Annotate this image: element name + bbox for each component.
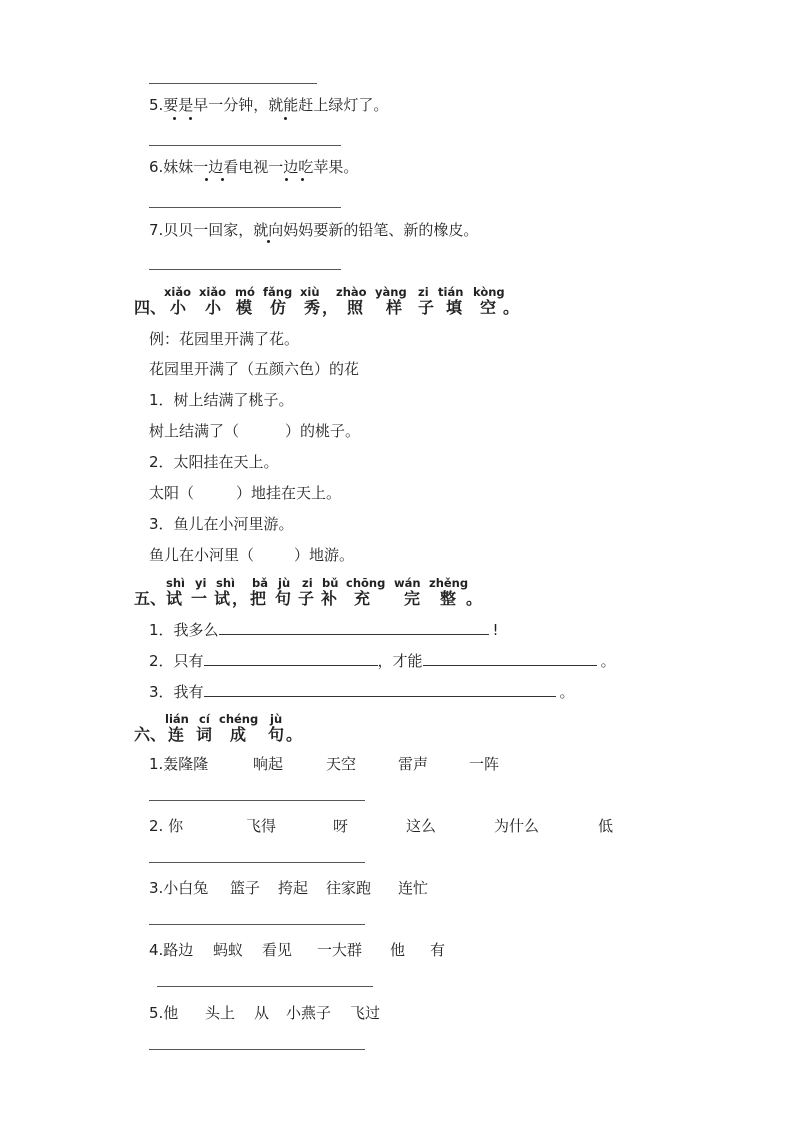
heading-char: 完 xyxy=(404,589,421,608)
answer-line[interactable] xyxy=(149,207,341,208)
fill-line[interactable] xyxy=(204,651,378,666)
word-card: 一大群 xyxy=(317,941,363,959)
emphasis-dot xyxy=(267,240,270,243)
heading-char: 。 xyxy=(286,725,303,744)
heading-char: 。 xyxy=(503,298,520,317)
pinyin: zi xyxy=(302,576,313,590)
word-card: 2. 你 xyxy=(149,817,184,835)
fill-row-1 xyxy=(149,422,360,440)
emphasis-dot xyxy=(173,117,176,120)
heading-char: 填 xyxy=(446,298,463,317)
heading-char: 充 xyxy=(354,589,371,608)
suffix: ! xyxy=(492,621,499,639)
word-card: 一阵 xyxy=(469,755,500,773)
word-card: 有 xyxy=(430,941,446,959)
heading-char: 一 xyxy=(191,589,208,608)
heading-char: 整 xyxy=(440,589,457,608)
heading-char: 小 xyxy=(170,298,187,317)
word-card: 这么 xyxy=(406,817,437,835)
heading-char: 连 xyxy=(168,725,185,744)
fill-suffix: ）地游。 xyxy=(294,546,355,564)
answer-line[interactable] xyxy=(157,986,373,987)
heading-char: 词 xyxy=(196,725,213,744)
suffix: 。 xyxy=(559,683,575,701)
fill-row-2 xyxy=(149,484,341,502)
word-card: 连忙 xyxy=(398,879,429,897)
pinyin: chéng xyxy=(219,712,259,726)
pinyin: lián xyxy=(165,712,189,726)
heading-char: 把 xyxy=(250,589,267,608)
fill-prefix: 树上结满了（ xyxy=(149,422,240,440)
sentence-5: 5.要是早一分钟，就能赶上绿灯了。 xyxy=(149,96,389,114)
completion-1 xyxy=(149,620,499,639)
word-card: 5.他 xyxy=(149,1004,179,1022)
fill-line[interactable] xyxy=(423,651,597,666)
pinyin: xiǎo xyxy=(199,285,227,299)
heading-char: 试 xyxy=(214,589,231,608)
question-3: 3．鱼儿在小河里游。 xyxy=(149,515,294,533)
heading-char: 子 xyxy=(418,298,435,317)
pinyin: mó xyxy=(235,285,255,299)
fill-suffix: ）地挂在天上。 xyxy=(236,484,342,502)
heading-char: ， xyxy=(232,589,249,608)
word-card: 挎起 xyxy=(278,879,309,897)
heading-char: 样 xyxy=(386,298,403,317)
heading-char: 照 xyxy=(347,298,364,317)
sentence-7: 7.贝贝一回家，就向妈妈要新的铅笔、新的橡皮。 xyxy=(149,221,479,239)
pinyin: yàng xyxy=(375,285,407,299)
fill-row-3 xyxy=(149,546,354,564)
sentence-6: 6.妹妹一边看电视一边吃苹果。 xyxy=(149,158,359,176)
heading-char: 。 xyxy=(466,589,483,608)
completion-2 xyxy=(149,651,616,670)
word-card: 从 xyxy=(254,1004,270,1022)
pinyin: zi xyxy=(418,285,429,299)
heading-char: 成 xyxy=(230,725,247,744)
emphasis-dot xyxy=(301,178,304,181)
suffix: 。 xyxy=(600,652,616,670)
emphasis-dot xyxy=(285,178,288,181)
word-card: 头上 xyxy=(205,1004,236,1022)
prefix: 1．我多么 xyxy=(149,621,219,639)
word-card: 1.轰隆隆 xyxy=(149,755,209,773)
heading-char: 模 xyxy=(236,298,253,317)
word-card: 蚂蚁 xyxy=(213,941,244,959)
question-1: 1．树上结满了桃子。 xyxy=(149,391,294,409)
heading-char: 仿 xyxy=(270,298,287,317)
emphasis-dot xyxy=(284,117,287,120)
pinyin: chōng xyxy=(346,576,386,590)
word-card: 3.小白兔 xyxy=(149,879,209,897)
word-card: 响起 xyxy=(253,755,284,773)
word-card: 看见 xyxy=(262,941,293,959)
pinyin: bǔ xyxy=(322,576,339,590)
fill-line[interactable] xyxy=(219,620,489,635)
pinyin: shì xyxy=(166,576,185,590)
pinyin: bǎ xyxy=(252,576,268,590)
heading-char: 子 xyxy=(298,589,315,608)
word-card: 飞得 xyxy=(246,817,277,835)
word-card: 篮子 xyxy=(230,879,261,897)
word-card: 低 xyxy=(598,817,614,835)
pinyin: shì xyxy=(216,576,235,590)
emphasis-dot xyxy=(205,178,208,181)
answer-line[interactable] xyxy=(149,800,365,801)
answer-line[interactable] xyxy=(149,1049,365,1050)
pinyin: zhěng xyxy=(429,576,469,590)
heading-char: 小 xyxy=(205,298,222,317)
heading-char: 空 xyxy=(480,298,497,317)
example-answer: 花园里开满了（五颜六色）的花 xyxy=(149,360,360,378)
middle: ，才能 xyxy=(377,652,423,670)
heading-char: 秀 xyxy=(304,298,321,317)
word-card: 4.路边 xyxy=(149,941,194,959)
fill-line[interactable] xyxy=(204,682,556,697)
answer-line[interactable] xyxy=(149,924,365,925)
pinyin: wán xyxy=(394,576,421,590)
pinyin: fǎng xyxy=(263,285,293,299)
pinyin: cí xyxy=(199,712,210,726)
word-card: 天空 xyxy=(326,755,357,773)
fill-prefix: 鱼儿在小河里（ xyxy=(149,546,255,564)
section-5-number: 五、 xyxy=(134,589,167,608)
heading-char: 补 xyxy=(321,589,338,608)
pinyin: yi xyxy=(195,576,207,590)
heading-char: ， xyxy=(322,298,339,317)
heading-char: 句 xyxy=(275,589,292,608)
emphasis-dot xyxy=(189,117,192,120)
pinyin: zhào xyxy=(336,285,367,299)
word-card: 往家跑 xyxy=(326,879,372,897)
fill-suffix: ）的桃子。 xyxy=(285,422,361,440)
section-6-number: 六、 xyxy=(134,725,167,744)
emphasis-dot xyxy=(221,178,224,181)
word-card: 小燕子 xyxy=(286,1004,332,1022)
pinyin: xiù xyxy=(300,285,320,299)
pinyin: tián xyxy=(438,285,464,299)
pinyin: kòng xyxy=(473,285,505,299)
prefix: 2．只有 xyxy=(149,652,204,670)
answer-line[interactable] xyxy=(149,269,341,270)
prefix: 3．我有 xyxy=(149,683,204,701)
question-2: 2．太阳挂在天上。 xyxy=(149,453,279,471)
heading-char: 试 xyxy=(166,589,183,608)
word-card: 呀 xyxy=(333,817,349,835)
pinyin: jù xyxy=(278,576,291,590)
answer-line[interactable] xyxy=(149,83,317,84)
pinyin: jù xyxy=(270,712,283,726)
completion-3 xyxy=(149,682,575,701)
example-label: 例：花园里开满了花。 xyxy=(149,330,300,348)
answer-line[interactable] xyxy=(149,862,365,863)
word-card: 为什么 xyxy=(494,817,540,835)
section-4-number: 四、 xyxy=(134,298,167,317)
answer-line[interactable] xyxy=(149,145,341,146)
heading-char: 句 xyxy=(268,725,285,744)
word-card: 他 xyxy=(390,941,406,959)
word-card: 飞过 xyxy=(350,1004,381,1022)
fill-prefix: 太阳（ xyxy=(149,484,195,502)
pinyin: xiǎo xyxy=(164,285,192,299)
word-card: 雷声 xyxy=(398,755,429,773)
